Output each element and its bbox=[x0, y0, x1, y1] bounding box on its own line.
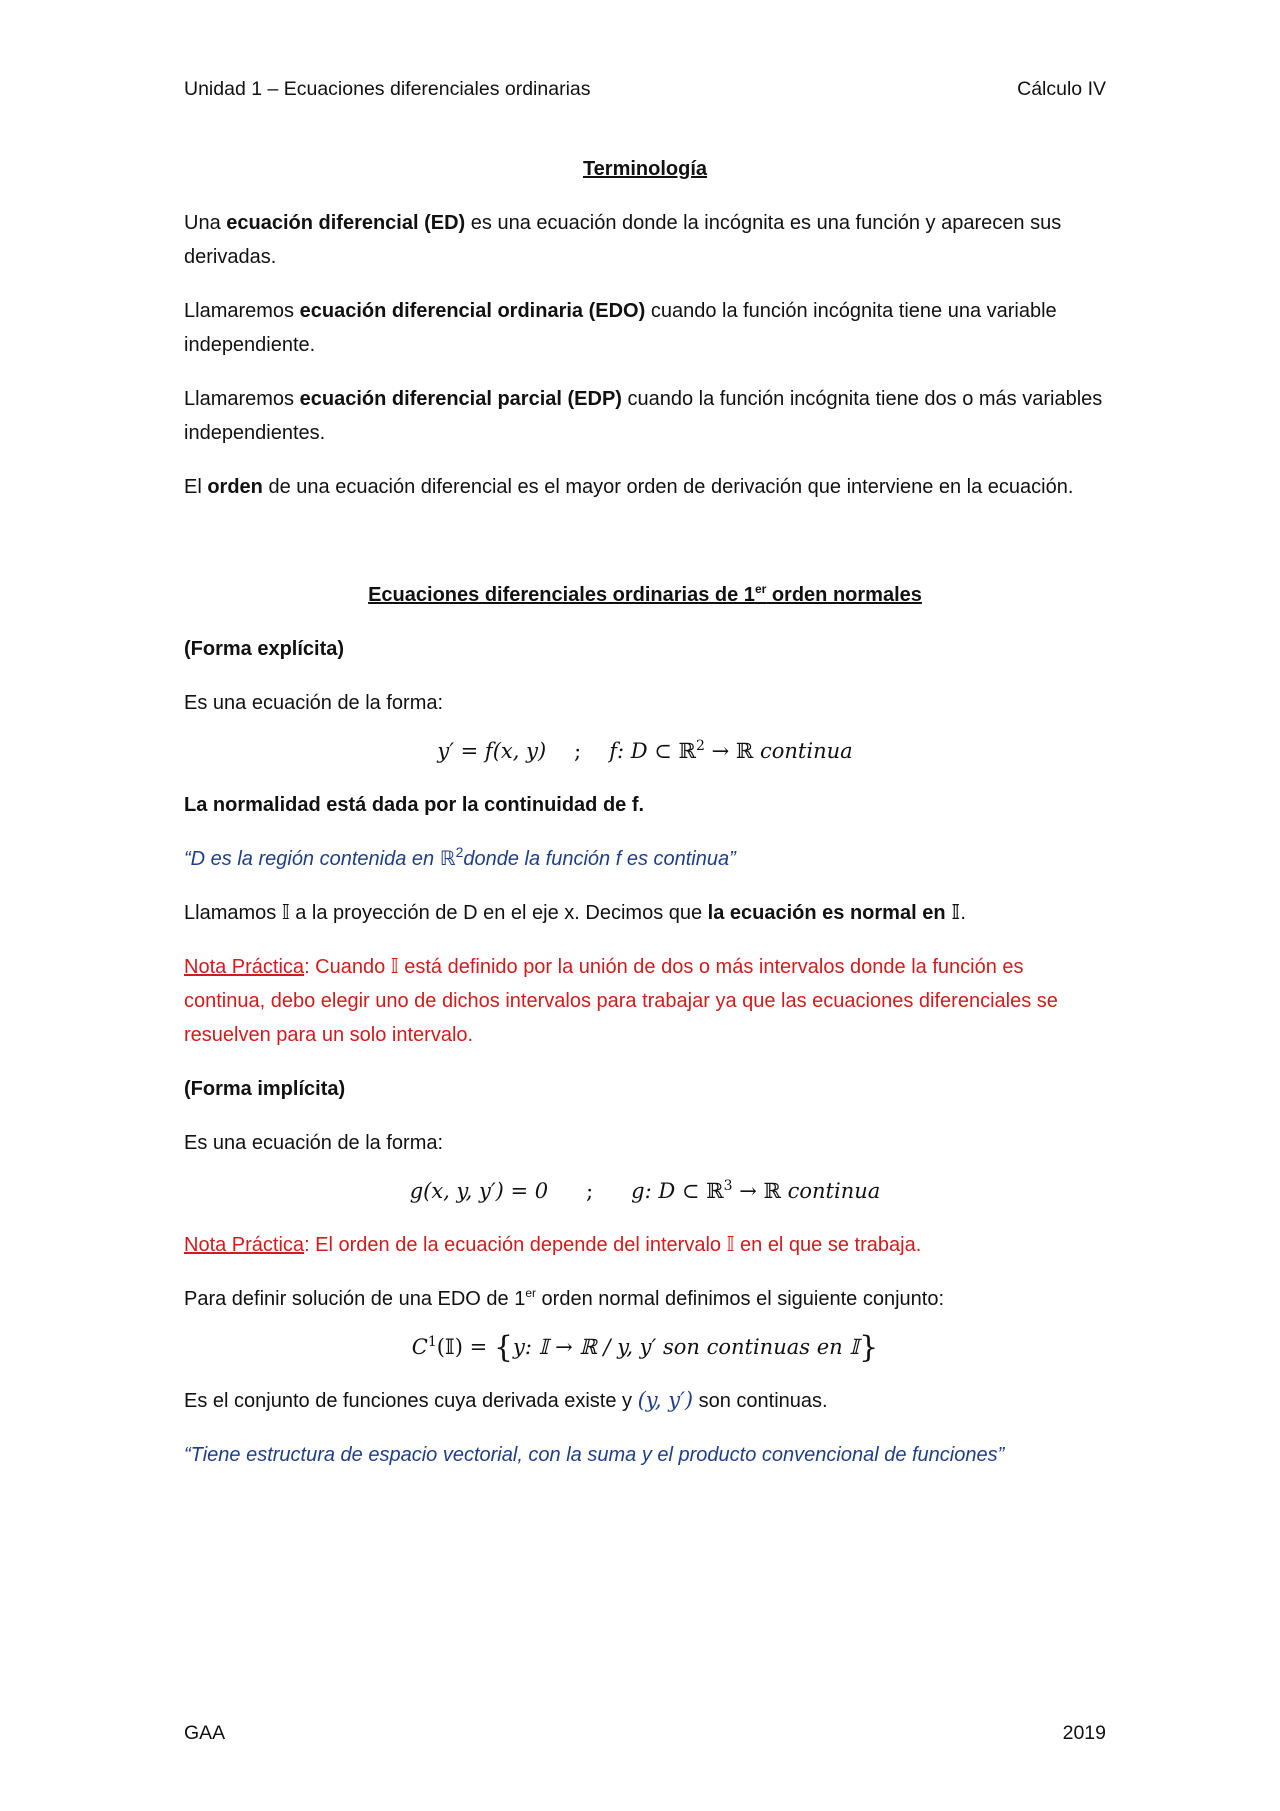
header-course: Cálculo IV bbox=[1017, 78, 1106, 100]
footer-author: GAA bbox=[184, 1722, 226, 1744]
set-description: Es el conjunto de funciones cuya derivada existe y (y, y′) son continuas. bbox=[184, 1388, 828, 1412]
document-page bbox=[184, 0, 1106, 1811]
page-content bbox=[184, 152, 1106, 1472]
explicit-intro: Es una ecuación de la forma: bbox=[184, 692, 444, 714]
implicit-intro: Es una ecuación de la forma: bbox=[184, 1132, 444, 1154]
normality-statement: La normalidad está dada por la continuidad de f. bbox=[184, 794, 645, 816]
heading-forma-explicita: (Forma explícita) bbox=[184, 638, 345, 660]
quote-region-d: “D es la región contenida en ℝ$^2$donde la función f es continua” bbox=[184, 844, 736, 870]
section-title-edo-normales: Ecuaciones diferenciales ordinarias de 1er orden normales bbox=[368, 582, 922, 606]
heading-forma-implicita: (Forma implícita) bbox=[184, 1078, 346, 1100]
section-title-terminologia: Terminología bbox=[582, 158, 708, 180]
page-header bbox=[184, 78, 1106, 101]
paragraph-ed: Una ecuación diferencial (ED) es una ecuación donde la incógnita es una función y aparecen sus derivadas. bbox=[184, 212, 1062, 268]
paragraph-edp: Llamaremos ecuación diferencial parcial (EDP) cuando la función incógnita tiene dos o más variables independientes. bbox=[184, 388, 1103, 444]
c1-set-equation: $C^1(𝕀) = \{y$: 𝕀 → ℝ / y, y′ son continuas en 𝕀} bbox=[411, 1330, 879, 1365]
practical-note-2: Nota Práctica: El orden de la ecuación depende del intervalo 𝕀 en el que se trabaja. bbox=[184, 1234, 922, 1256]
solution-intro: Para definir solución de una EDO de 1er orden normal definimos el siguiente conjunto: bbox=[184, 1286, 945, 1310]
page-footer bbox=[184, 1722, 1106, 1745]
paragraph-orden: El orden de una ecuación diferencial es el mayor orden de derivación que interviene en la ecuación. bbox=[184, 476, 1074, 498]
projection-paragraph: Llamamos 𝕀 a la proyección de D en el eje x. Decimos que la ecuación es normal en 𝕀. bbox=[184, 902, 966, 924]
header-unit: Unidad 1 – Ecuaciones diferenciales ordinarias bbox=[184, 78, 591, 100]
explicit-equation: y′ = f(x, y) ; f: D ⊂ ℝ$^2$ → ℝ continua bbox=[437, 738, 853, 763]
quote-vector-space: “Tiene estructura de espacio vectorial, con la suma y el producto convencional de funciones” bbox=[184, 1444, 1005, 1466]
implicit-equation: g(x, y, y′) = 0 ; g: D ⊂ ℝ$^3$ → ℝ continua bbox=[409, 1178, 881, 1203]
practical-note-1: Nota Práctica: Cuando 𝕀 está definido por la unión de dos o más intervalos donde la función es continua, debo elegir uno de dichos intervalos para trabajar ya que las ecuaciones diferenciales se resuelven para un solo intervalo. bbox=[184, 956, 1058, 1046]
footer-year: 2019 bbox=[1062, 1722, 1106, 1744]
paragraph-edo: Llamaremos ecuación diferencial ordinaria (EDO) cuando la función incógnita tiene una variable independiente. bbox=[184, 300, 1057, 356]
